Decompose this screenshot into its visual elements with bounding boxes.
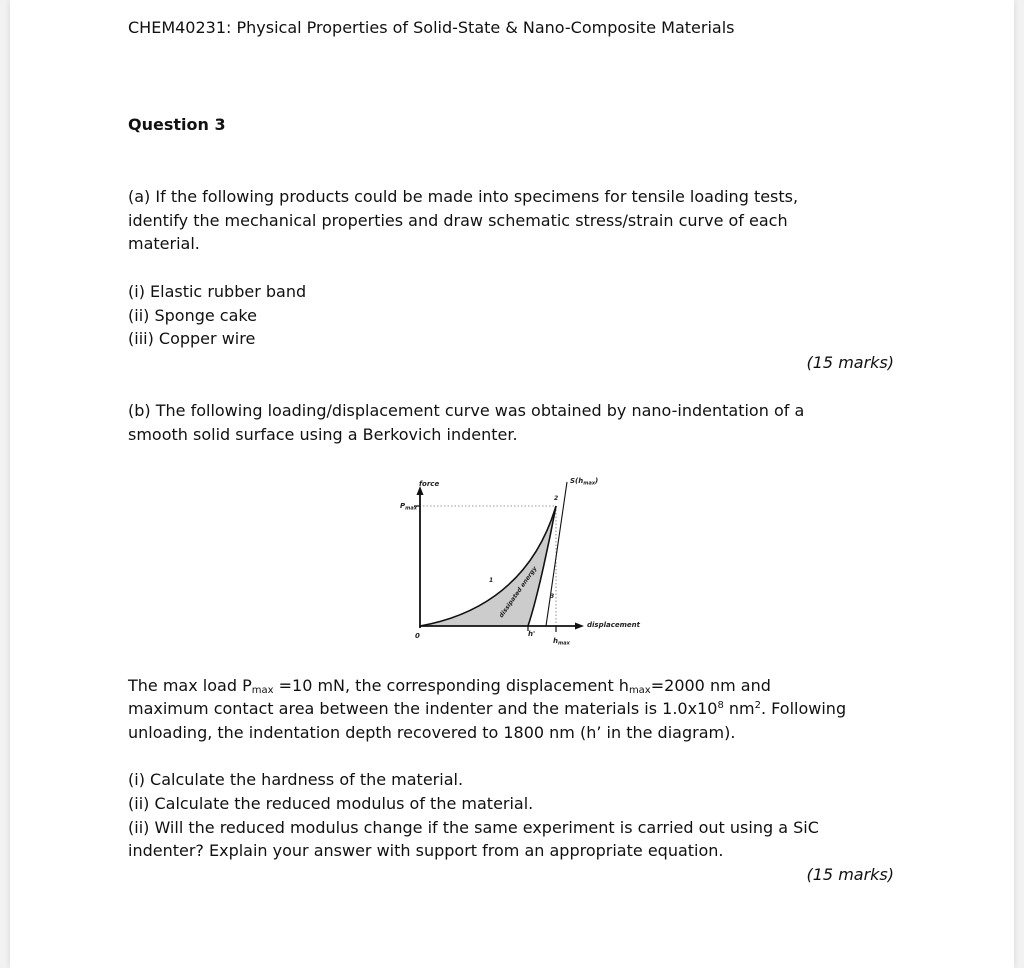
stiffness-tangent-line [546, 482, 567, 626]
part-b-line-1: (b) The following loading/displacement curve was obtained by nano-indentation of a [128, 401, 805, 420]
part-b-para-line-1: The max load $P_{max} =10$ mN, the corresponding displacement $h_{max}=2000$ nm and [128, 676, 771, 696]
part-b-item-3-cont: indenter? Explain your answer with support from an appropriate equation. [128, 841, 724, 860]
indentation-diagram [380, 468, 650, 650]
part-b-line-2: smooth solid surface using a Berkovich indenter. [128, 425, 518, 444]
part-a-item-3: (iii) Copper wire [128, 329, 256, 348]
force-label: force [419, 480, 440, 488]
stiffness-label: $S(h_{max})$ [570, 477, 599, 487]
curve-3-label: 3 [550, 593, 555, 600]
dissipated-energy-area [420, 506, 556, 626]
origin-label: 0 [415, 632, 420, 640]
pmax-label: $P_{max}$ [400, 502, 417, 512]
part-a-line-3: material. [128, 234, 200, 253]
part-a-marks: (15 marks) [806, 353, 894, 372]
part-b-marks: (15 marks) [806, 865, 894, 884]
dissipated-energy-label: dissipated energy [497, 565, 539, 620]
part-a-item-2: (ii) Sponge cake [128, 306, 257, 325]
hprime-label: h' [528, 630, 536, 638]
question-title: Question 3 [128, 115, 226, 134]
displacement-axis-arrow [575, 623, 584, 630]
part-b-item-3: (ii) Will the reduced modulus change if the same experiment is carried out using a SiC [128, 818, 819, 837]
curve-1-label: 1 [489, 577, 494, 584]
part-b-item-1: (i) Calculate the hardness of the material. [128, 770, 464, 789]
course-title: CHEM40231: Physical Properties of Solid-State & Nano-Composite Materials [128, 18, 735, 37]
hmax-label: $h_{max}$ [553, 637, 570, 647]
curve-2-label: 2 [554, 495, 559, 502]
part-a-line-1: (a) If the following products could be made into specimens for tensile loading tests, [128, 187, 799, 206]
part-a-item-1: (i) Elastic rubber band [128, 282, 307, 301]
part-b-para-line-3: unloading, the indentation depth recovered to 1800 nm (h’ in the diagram). [128, 723, 736, 742]
part-b-item-2: (ii) Calculate the reduced modulus of the material. [128, 794, 534, 813]
part-a-line-2: identify the mechanical properties and draw schematic stress/strain curve of each [128, 211, 788, 230]
part-b-para-line-2: maximum contact area between the indenter and the materials is $1.0x10^8$ $nm^2$. Following [128, 699, 847, 718]
displacement-label: displacement [587, 621, 640, 629]
document-page [10, 0, 1014, 968]
